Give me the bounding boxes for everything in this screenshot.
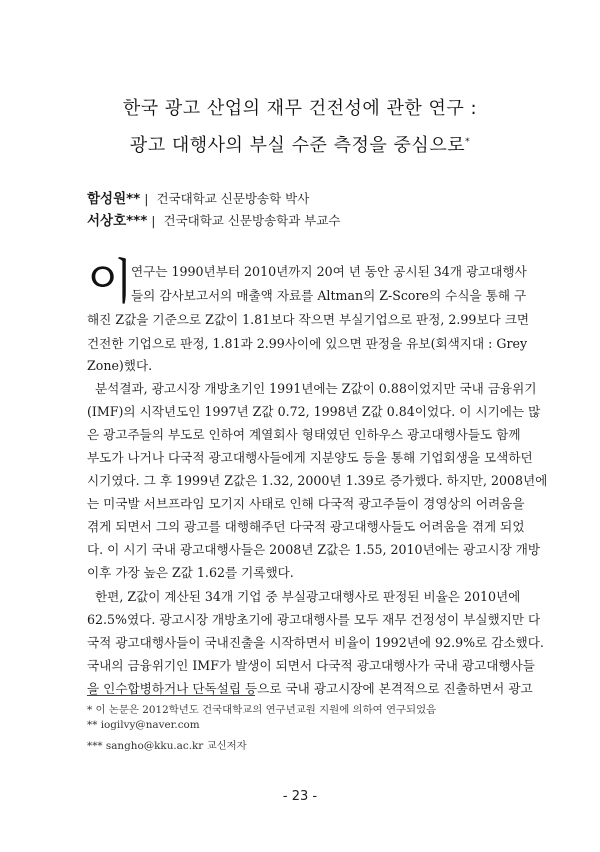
body-line: 다. 이 시기 국내 광고대행사들은 2008년 Z값은 1.55, 2010년에는 광고시장 개방 <box>87 542 541 557</box>
page-title-line-2 <box>0 131 600 157</box>
page-title-line-1 <box>0 94 600 120</box>
page-number: - 23 - <box>282 789 318 804</box>
body-line: 분석결과, 광고시장 개방초기인 1991년에는 Z값이 0.88이었지만 국내 금융위기 <box>95 381 537 396</box>
body-line: 부도가 나거나 다국적 광고대행사들에게 지분양도 등을 통해 기업회생을 모색하던 <box>87 450 533 465</box>
footnote-divider <box>87 695 255 696</box>
body-line: 들의 감사보고서의 매출액 자료를 Altman의 Z-Score의 수식을 통해 구 <box>131 288 527 303</box>
author-separator: | <box>144 191 149 206</box>
body-line: 62.5%였다. 광고시장 개방초기에 광고대행사를 모두 재무 건정성이 부실했지만 다 <box>87 612 541 627</box>
drop-cap: 이 <box>87 254 134 310</box>
body-line: 한편, Z값이 계산된 34개 기업 중 부실광고대행사로 판정된 비율은 2010년에 <box>95 589 521 604</box>
author-entry-2 <box>87 209 341 229</box>
author-mark: *** <box>126 213 148 229</box>
body-line: 국내의 금융위기인 IMF가 발생이 되면서 다국적 광고대행사가 국내 광고대행사들 <box>87 658 535 673</box>
author-name: 함성원 <box>87 191 127 207</box>
title-line-2-text: 광고 대행사의 부실 수준 측정을 중심으로 <box>129 135 466 156</box>
author-affiliation: 건국대학교 신문방송학과 부교수 <box>163 213 341 228</box>
author-name: 서상호 <box>87 213 127 229</box>
body-line: Zone)했다. <box>87 358 153 373</box>
footnote-funding: * 이 논문은 2012학년도 건국대학교의 연구년교원 지원에 의하여 연구되었음 <box>87 704 437 716</box>
body-line: 국적 광고대행사들이 국내진출을 시작하면서 비율이 1992년에 92.9%로 감소했다. <box>87 635 544 650</box>
body-line: 은 광고주들의 부도로 인하여 계열회사 형태였던 인하우스 광고대행사들도 함께 <box>87 427 521 442</box>
body-line: 이후 가장 높은 Z값 1.62를 기록했다. <box>87 565 294 580</box>
body-line: 건전한 기업으로 판정, 1.81과 2.99사이에 있으면 판정을 유보(회색지대 : Grey <box>87 336 528 351</box>
body-line: 시기였다. 그 후 1999년 Z값은 1.32, 2000년 1.39로 증가했다. 하지만, 2008년에 <box>87 473 548 488</box>
footnote-author-email-2: *** sangho@kku.ac.kr 교신저자 <box>87 740 247 752</box>
body-line: 해진 Z값을 기준으로 Z값이 1.81보다 작으면 부실기업으로 판정, 2.99보다 크면 <box>87 312 530 327</box>
body-line: 겪게 되면서 그의 광고를 대행해주던 다국적 광고대행사들도 어려움을 겪게 되었 <box>87 519 525 534</box>
body-line: 는 미국발 서브프라임 모기지 사태로 인해 다국적 광고주들이 경영상의 어려움을 <box>87 496 525 511</box>
author-affiliation: 건국대학교 신문방송학 박사 <box>156 191 310 206</box>
body-line: (IMF)의 시작년도인 1997년 Z값 0.72, 1998년 Z값 0.84이었다. 이 시기에는 많 <box>87 404 541 419</box>
body-line: 연구는 1990년부터 2010년까지 20여 년 동안 공시된 34개 광고대행사 <box>131 264 527 279</box>
title-line-1-text: 한국 광고 산업의 재무 건전성에 관한 연구 : <box>122 98 478 119</box>
author-entry-1 <box>87 187 309 207</box>
body-line: 을 인수합병하거나 단독설립 등으로 국내 광고시장에 본격적으로 진출하면서 광고 <box>87 681 533 696</box>
author-separator: | <box>151 213 156 228</box>
footnote-author-email-1: ** iogilvy@naver.com <box>87 719 200 731</box>
title-footnote-mark: * <box>465 137 471 147</box>
author-mark: ** <box>126 191 141 207</box>
